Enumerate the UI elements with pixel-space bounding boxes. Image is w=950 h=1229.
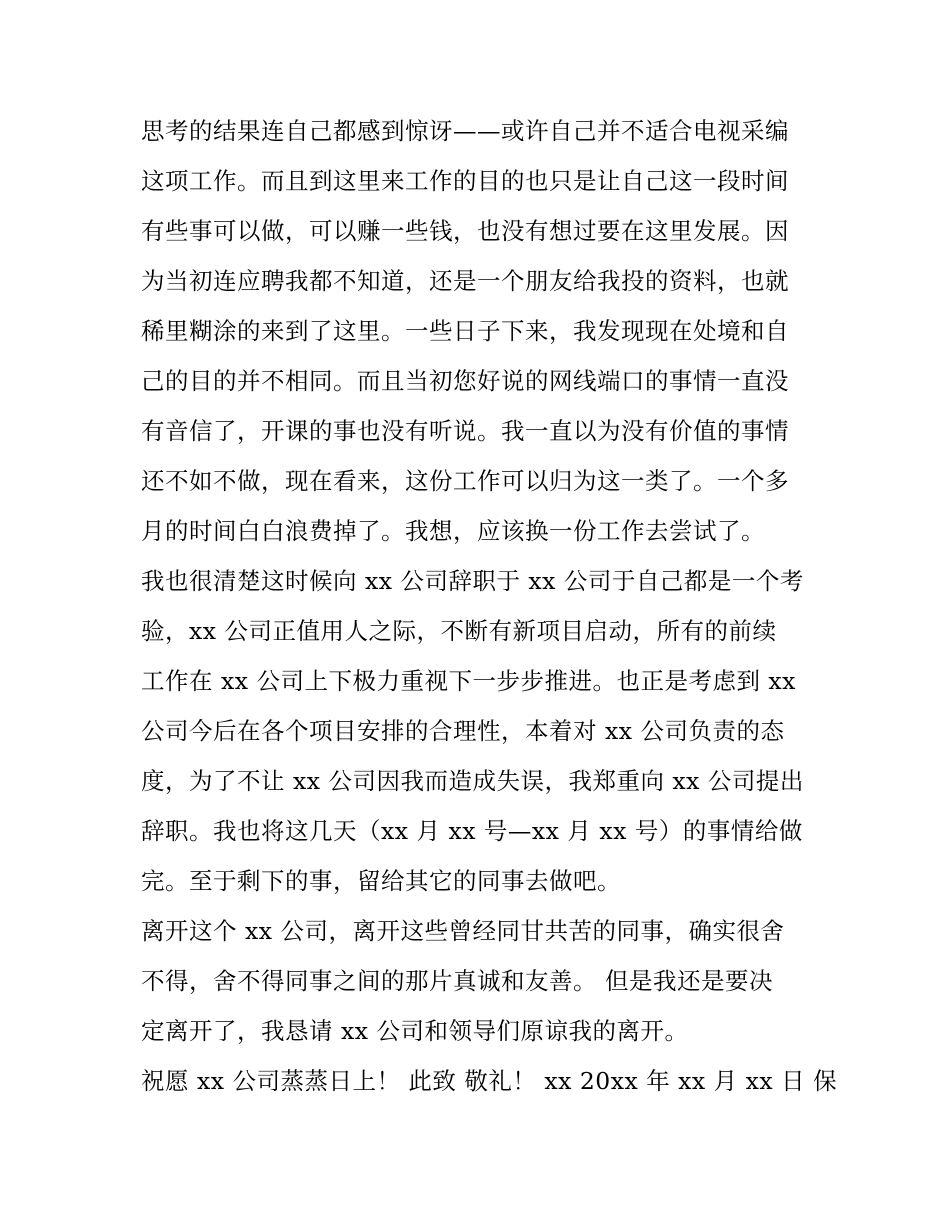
text-line: 公司今后在各个项目安排的合理性，本着对 xx 公司负责的态	[141, 717, 785, 745]
text-line: 离开这个 xx 公司，离开这些曾经同甘共苦的同事，确实很舍	[141, 917, 785, 945]
text-line: 我也很清楚这时候向 xx 公司辞职于 xx 公司于自己都是一个考	[141, 567, 804, 595]
text-line: 有音信了，开课的事也没有听说。我一直以为没有价值的事情	[141, 417, 789, 445]
text-line: 为当初连应聘我都不知道，还是一个朋友给我投的资料，也就	[141, 267, 789, 295]
text-line: 月的时间白白浪费掉了。我想，应该换一份工作去尝试了。	[141, 517, 765, 545]
text-line: 思考的结果连自己都感到惊讶——或许自己并不适合电视采编	[141, 117, 789, 145]
text-line: 己的目的并不相同。而且当初您好说的网线端口的事情一直没	[141, 367, 789, 395]
text-line: 工作在 xx 公司上下极力重视下一步步推进。也正是考虑到 xx	[141, 667, 796, 695]
text-line: 不得，舍不得同事之间的那片真诚和友善。 但是我还是要决	[141, 967, 773, 995]
text-line: 度，为了不让 xx 公司因我而造成失误，我郑重向 xx 公司提出	[141, 767, 804, 795]
text-line: 祝愿 xx 公司蒸蒸日上！ 此致 敬礼！ xx 20xx 年 xx 月 xx 日 保	[141, 1067, 838, 1095]
text-line: 完。至于剩下的事，留给其它的同事去做吧。	[141, 867, 621, 895]
text-line: 验，xx 公司正值用人之际，不断有新项目启动，所有的前续	[141, 617, 777, 645]
text-line: 这项工作。而且到这里来工作的目的也只是让自己这一段时间	[141, 167, 789, 195]
text-line: 有些事可以做，可以赚一些钱，也没有想过要在这里发展。因	[141, 217, 789, 245]
text-line: 辞职。我也将这几天（xx 月 xx 号—xx 月 xx 号）的事情给做	[141, 817, 803, 845]
text-line: 还不如不做，现在看来，这份工作可以归为这一类了。一个多	[141, 467, 789, 495]
text-line: 稀里糊涂的来到了这里。一些日子下来，我发现现在处境和自	[141, 317, 789, 345]
text-line: 定离开了，我恳请 xx 公司和领导们原谅我的离开。	[141, 1017, 689, 1045]
